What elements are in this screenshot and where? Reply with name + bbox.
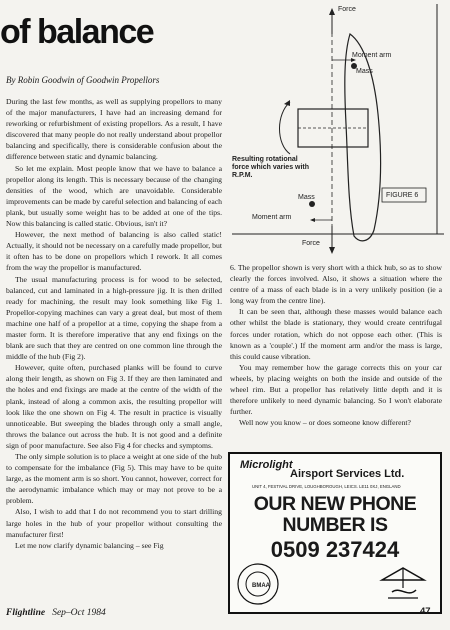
microlight-wing-logo-icon xyxy=(378,564,428,604)
paragraph: However, the next method of balancing is also called static! Actually, it should not be necessary on a carefully made propellor, but it often has to be done on propellors which I rework. It all comes from the way the propellor is manufactured. xyxy=(6,230,222,273)
footer-publication xyxy=(6,608,106,618)
label-force-top: Force xyxy=(338,6,356,13)
ad-address: UNIT 4, FESTIVAL DRIVE, LOUGHBOROUGH, LEICS. LE11 0XJ, ENGLAND xyxy=(252,484,401,489)
paragraph: It can be seen that, although these masses would balance each other whilst the blade is stationary, they would create centrifugal forces under rotation, which do not oppose each other. (This is known as a 'couple'.) If the moment arm and/or the mass is large, this could cause vibration. xyxy=(230,307,442,361)
paragraph: 6. The propellor shown is very short with a thick hub, so as to show clearly the forces involved. Also, it shows a situation where the centre of a mass of each blade is in a very unlikely position (ie a long way from the centre line). xyxy=(230,263,442,306)
bmaa-badge-label: BMAA xyxy=(252,583,270,589)
label-moment-arm-top: Moment arm xyxy=(352,52,392,59)
paragraph: Also, I wish to add that I do not recommend you to start drilling large holes in the hub of your propellor without consulting the manufacturer first! xyxy=(6,507,222,539)
magazine-title: Flightline xyxy=(6,608,46,618)
label-resulting-force: Resulting rotational force which varies with R.P.M. xyxy=(232,156,310,179)
article-byline: By Robin Goodwin of Goodwin Propellors xyxy=(6,75,160,85)
article-right-column xyxy=(230,262,442,444)
propellor-diagram xyxy=(232,4,444,256)
paragraph: So let me explain. Most people know that we have to balance a propellor along its length. This is necessary because of the changing densities of the wood, which are unavoidable. Considerable improvements can be made by careful selection and balancing of each plank, but usually some weight has to be added at one of the tips. Now this balancing is called static. Obvious, isn't it? xyxy=(6,163,222,229)
paragraph: You may remember how the garage corrects this on your car wheels, by placing weights on both the inside and outside of the wheel rim. But a propellor has relatively little depth and it is therefore unlikely to need dynamic balancing. So I won't elaborate further. xyxy=(230,362,442,417)
paragraph: However, quite often, purchased planks will be found to curve along their length, as shown on Fig 3. If they are then laminated and the holes and end fixings are made at the centre of the width of the plank, instead of along a common axis, the resulting propellor will look like the one shown on Fig 4. The result in practice is visually unnoticeable. But sweeping the blades through only a small angle, throws the balance out across the hub. It is not good and a definite sign of poor manufacture. See also Fig 4 for checks and symptoms. xyxy=(6,363,222,450)
ad-company-name: Airsport Services Ltd. xyxy=(290,468,405,480)
advertisement xyxy=(228,452,442,614)
paragraph: During the last few months, as well as supplying propellors to many of the major manufacturers, I have had an increasing demand for reworking or refurbishment of existing propellors. As a result, I have discovered that many people do not really understand about propellor balancing and specifically, there is considerable confusion about the difference between static and dynamic balancing. xyxy=(6,97,222,162)
label-force-bottom: Force xyxy=(302,240,320,247)
paragraph: The usual manufacturing process is for wood to be selected, balanced, cut and laminated in a high-pressure jig. It is then drilled ready for machining, the result may look something like Fig 1. Propellor-copying machines can vary a great deal, but most of them machine one half of a propellor at a time, copying the shape from a master form. It is therefore imperative that any end fixings on the blank are such that they are centred on one common line through the middle of the hub (Fig 2). xyxy=(6,274,222,362)
ad-phone-number: 0509 237424 xyxy=(270,537,400,562)
article-left-column xyxy=(6,96,222,596)
ad-headline-line: OUR NEW PHONE xyxy=(253,493,417,515)
label-mass-top: Mass xyxy=(356,68,373,75)
paragraph: Well now you know – or does someone know different? xyxy=(239,418,411,428)
figure-caption: FIGURE 6 xyxy=(386,192,419,199)
article-headline: of balance xyxy=(0,13,154,51)
ad-logo: Microlight xyxy=(240,459,293,471)
paragraph: The only simple solution is to place a weight at one side of the hub to compensate for the imbalance (Fig 5). This may have to be quite large, as the moment arm is so short. You cannot, however, correct for the aerodynamic imbalance which may or may not prove to be a problem. xyxy=(6,452,222,506)
label-moment-arm-bottom: Moment arm xyxy=(252,214,292,221)
ad-headline-line: NUMBER IS xyxy=(282,514,388,536)
paragraph: Let me now clarify dynamic balancing – see Fig xyxy=(15,540,164,550)
issue-date: Sep–Oct 1984 xyxy=(52,608,106,618)
page-number: 47 xyxy=(420,606,431,617)
ad-headline xyxy=(230,494,440,536)
label-mass-bottom: Mass xyxy=(298,194,315,201)
blade-outline xyxy=(345,34,381,241)
